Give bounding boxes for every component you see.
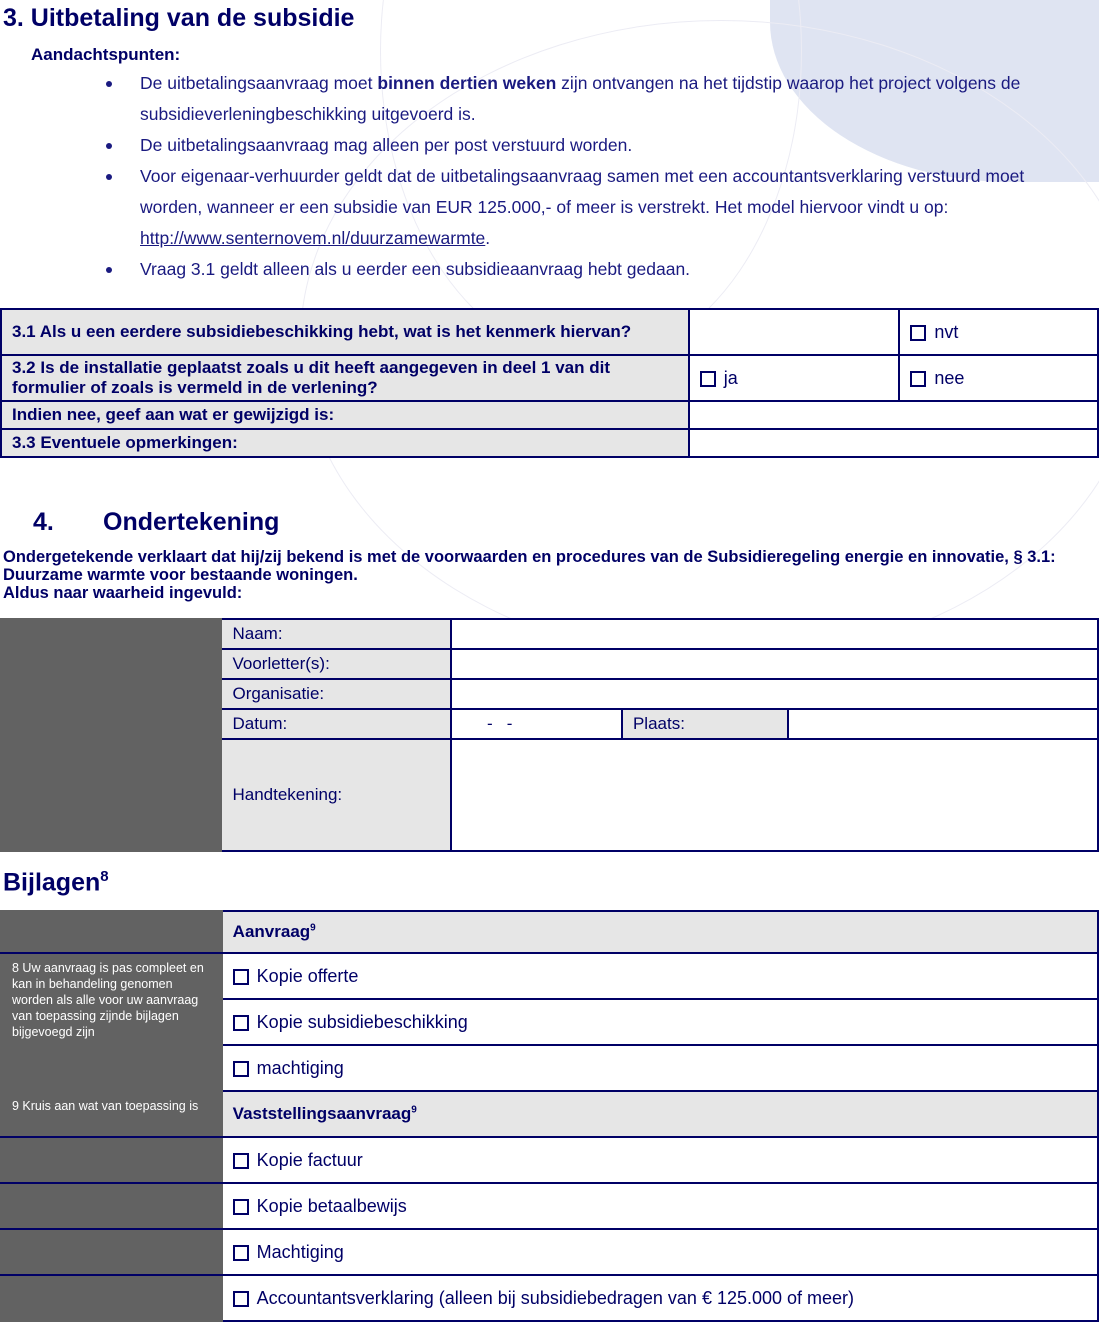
attachment-label: Accountantsverklaring (alleen bij subsidiebedragen van € 125.000 of meer) [256, 1287, 855, 1308]
attachment-label: Kopie betaalbewijs [256, 1195, 407, 1216]
organisatie-label: Organisatie: [221, 679, 451, 709]
machtiging-checkbox[interactable] [233, 1061, 249, 1077]
bullet-text: Vraag 3.1 geldt alleen als u eerder een subsidieaanvraag hebt gedaan. [140, 259, 691, 279]
attachments-table [0, 910, 1099, 1322]
nvt-checkbox[interactable] [910, 325, 926, 341]
declaration-statement: Ondergetekende verklaart dat hij/zij bekend is met de voorwaarden en procedures van de Subsidieregeling energie en innovatie, § 3.1: Duurzame warmte voor bestaande woningen. [3, 548, 1056, 584]
table-row [1, 1183, 1098, 1229]
aanvraag-heading [222, 911, 1098, 953]
table-row [1, 429, 1098, 457]
attachments-title-text: Bijlagen [3, 868, 101, 897]
voorletters-label: Voorletter(s): [221, 649, 451, 679]
plaats-label: Plaats: [622, 709, 788, 739]
table-row [1, 1091, 1098, 1137]
sidebar-cell [1, 1229, 222, 1275]
datum-label: Datum: [221, 709, 451, 739]
ja-label: ja [723, 367, 738, 388]
attention-points-heading: Aandachtspunten: [31, 45, 181, 64]
bullet-text: Voor eigenaar-verhuurder geldt dat de uitbetalingsaanvraag samen met een accountantsverklaring verstuurd moet worden, wanneer er een subsidie van EUR 125.000,- of meer is verstrekt. Het model hiervoor vindt u op: [140, 166, 1025, 217]
nee-checkbox[interactable] [910, 371, 926, 387]
attention-points-list [104, 68, 1084, 285]
sidebar-cell [1, 1137, 222, 1183]
voorletters-input[interactable] [451, 649, 1098, 679]
declaration-text [3, 548, 1099, 602]
plaats-input[interactable] [788, 709, 1098, 739]
footnote-8: 8 Uw aanvraag is pas compleet en kan in behandeling genomen worden als alle voor uw aanvraag van toepassing zijnde bijlagen bijgevoegd zijn [1, 953, 222, 1091]
kopie-offerte-checkbox[interactable] [233, 969, 249, 985]
question-3-2-no-option[interactable] [899, 355, 1098, 401]
vaststelling-heading [222, 1091, 1098, 1137]
section-title-text: Ondertekening [103, 508, 280, 536]
bullet-emphasis: binnen dertien weken [377, 73, 557, 93]
signature-sidebar [1, 619, 221, 851]
footnote-ref: 9 [310, 922, 316, 934]
section-3-title: 3. Uitbetaling van de subsidie [3, 4, 355, 32]
attachment-label: Kopie subsidiebeschikking [256, 1011, 468, 1032]
bullet-text: zijn ontvangen na het tijdstip waarop het project volgens de subsidieverleningbeschikking uitgevoerd is. [140, 73, 1021, 124]
machtiging-vaststelling-checkbox[interactable] [233, 1245, 249, 1261]
kopie-subsidiebeschikking-checkbox[interactable] [233, 1015, 249, 1031]
payment-questions-table [0, 308, 1099, 458]
attachment-item[interactable] [222, 1183, 1098, 1229]
naam-input[interactable] [451, 619, 1098, 649]
section-number: 4. [33, 508, 54, 536]
table-row [1, 911, 1098, 953]
footnote-ref: 9 [411, 1104, 417, 1116]
attachment-label: Kopie factuur [256, 1149, 363, 1170]
table-row [1, 1137, 1098, 1183]
handtekening-label: Handtekening: [221, 739, 451, 851]
table-row [1, 401, 1098, 429]
bullet-text: De uitbetalingsaanvraag moet [140, 73, 378, 93]
attachment-label: Machtiging [256, 1241, 344, 1262]
ja-checkbox[interactable] [700, 371, 716, 387]
bullet-item [104, 68, 1084, 130]
attachment-label: machtiging [256, 1057, 344, 1078]
remarks-input[interactable] [689, 429, 1098, 457]
question-3-1-label: 3.1 Als u een eerdere subsidiebeschikking hebt, wat is het kenmerk hiervan? [1, 309, 689, 355]
accountantsverklaring-checkbox[interactable] [233, 1291, 249, 1307]
vaststelling-heading-text: Vaststellingsaanvraag [232, 1104, 412, 1123]
datum-input[interactable]: - - [451, 709, 622, 739]
bullet-item [104, 254, 1084, 285]
changes-input[interactable] [689, 401, 1098, 429]
question-3-3-label: 3.3 Eventuele opmerkingen: [1, 429, 689, 457]
bullet-item [104, 161, 1084, 254]
organisatie-input[interactable] [451, 679, 1098, 709]
question-3-2-label: 3.2 Is de installatie geplaatst zoals u dit heeft aangegeven in deel 1 van dit formulier of zoals is vermeld in de verlening? [1, 355, 689, 401]
table-row [1, 1275, 1098, 1321]
senternovem-link[interactable]: http://www.senternovem.nl/duurzamewarmte [140, 228, 486, 248]
table-row [1, 1229, 1098, 1275]
nee-label: nee [934, 367, 965, 388]
kopie-factuur-checkbox[interactable] [233, 1153, 249, 1169]
attachments-sidebar-cell [1, 911, 222, 953]
sidebar-cell [1, 1275, 222, 1321]
attachment-label: Kopie offerte [256, 965, 359, 986]
attachment-item[interactable] [222, 1275, 1098, 1321]
bullet-text: De uitbetalingsaanvraag mag alleen per post verstuurd worden. [140, 135, 633, 155]
footnote-9: 9 Kruis aan wat van toepassing is [1, 1091, 222, 1137]
declaration-closing: Aldus naar waarheid ingevuld: [3, 584, 243, 602]
attachment-item[interactable] [222, 953, 1098, 999]
nvt-label: nvt [934, 321, 959, 342]
table-row [1, 619, 1098, 649]
table-row [1, 355, 1098, 401]
signature-table [0, 618, 1099, 852]
section-4-title [33, 508, 279, 537]
footnote-ref: 8 [100, 868, 109, 885]
question-3-1-input[interactable] [689, 309, 900, 355]
attachment-item[interactable] [222, 1045, 1098, 1091]
attachment-item[interactable] [222, 999, 1098, 1045]
attachments-title [3, 868, 109, 897]
kopie-betaalbewijs-checkbox[interactable] [233, 1199, 249, 1215]
question-3-1-nvt-option[interactable] [899, 309, 1098, 355]
sidebar-cell [1, 1183, 222, 1229]
handtekening-field[interactable] [451, 739, 1098, 851]
naam-label: Naam: [221, 619, 451, 649]
changes-label: Indien nee, geef aan wat er gewijzigd is: [1, 401, 689, 429]
bullet-item [104, 130, 1084, 161]
table-row [1, 309, 1098, 355]
table-row [1, 953, 1098, 999]
attachment-item[interactable] [222, 1229, 1098, 1275]
question-3-2-yes-option[interactable] [689, 355, 900, 401]
aanvraag-heading-text: Aanvraag [232, 922, 311, 941]
attachment-item[interactable] [222, 1137, 1098, 1183]
bullet-text: . [485, 228, 491, 248]
